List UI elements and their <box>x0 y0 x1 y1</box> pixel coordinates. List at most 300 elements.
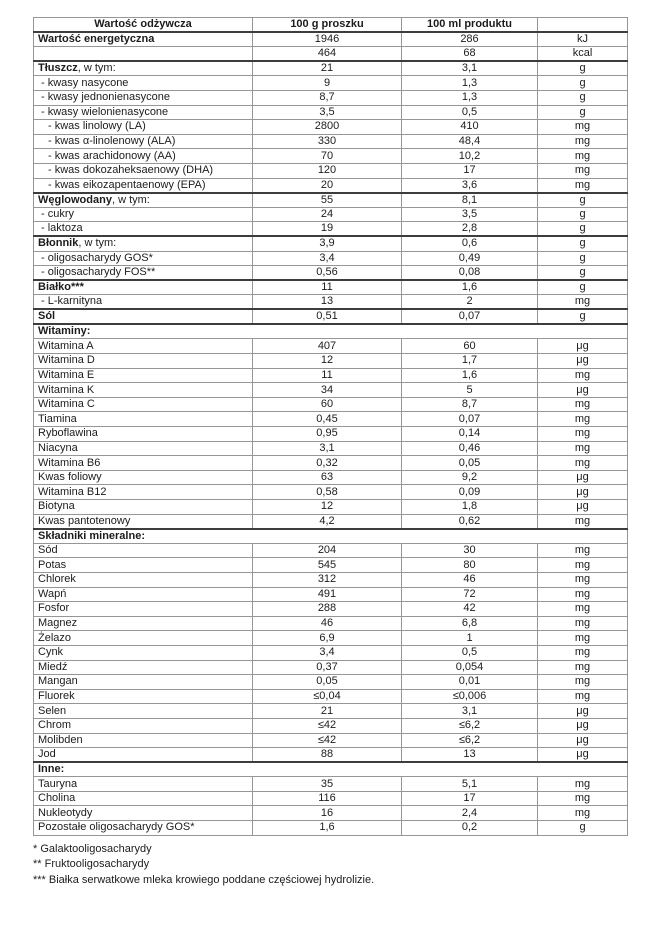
label-text: Miedź <box>38 660 68 673</box>
nutrient-label <box>34 689 253 704</box>
value-100ml: 3,1 <box>402 704 538 719</box>
unit-cell: μg <box>538 383 628 398</box>
unit-cell: μg <box>538 500 628 515</box>
value-100ml: 5,1 <box>402 777 538 792</box>
nutrient-label <box>34 441 253 456</box>
value-100ml: 42 <box>402 602 538 617</box>
table-row <box>34 558 628 573</box>
label-text: , w tym: <box>111 193 150 206</box>
label-bold-text: Błonnik <box>38 237 79 250</box>
label-bold-text: Sól <box>38 310 56 323</box>
label-text: Wapń <box>38 587 67 600</box>
label-bold-text: Wartość energetyczna <box>38 33 155 46</box>
table-row <box>34 412 628 427</box>
table-row <box>34 616 628 631</box>
nutrient-label <box>34 266 253 281</box>
nutrient-label <box>34 645 253 660</box>
table-row <box>34 149 628 164</box>
nutrient-label <box>34 383 253 398</box>
unit-cell: μg <box>538 354 628 369</box>
unit-cell: kcal <box>538 47 628 62</box>
unit-cell: μg <box>538 704 628 719</box>
nutrient-label <box>34 587 253 602</box>
value-100g: 63 <box>253 470 402 485</box>
nutrient-label <box>34 47 253 62</box>
unit-cell: g <box>538 193 628 208</box>
unit-cell: μg <box>538 470 628 485</box>
label-text: Selen <box>38 704 67 717</box>
value-100ml: 10,2 <box>402 149 538 164</box>
value-100ml: 1,6 <box>402 280 538 295</box>
nutrient-label <box>34 762 628 777</box>
unit-cell: mg <box>538 587 628 602</box>
value-100g: 204 <box>253 543 402 558</box>
unit-cell: g <box>538 207 628 222</box>
label-text: Witamina D <box>38 354 95 367</box>
label-text: Tiamina <box>38 412 77 425</box>
value-100ml: 0,14 <box>402 427 538 442</box>
value-100ml: 0,5 <box>402 645 538 660</box>
value-100ml: ≤6,2 <box>402 733 538 748</box>
header-per-100g: 100 g proszku <box>253 18 402 33</box>
table-row <box>34 733 628 748</box>
value-100g: 3,5 <box>253 105 402 120</box>
nutrient-label <box>34 791 253 806</box>
value-100g: 12 <box>253 500 402 515</box>
value-100g: 21 <box>253 61 402 76</box>
unit-cell: g <box>538 236 628 251</box>
value-100g: 21 <box>253 704 402 719</box>
value-100g: 35 <box>253 777 402 792</box>
unit-cell: g <box>538 61 628 76</box>
section-row <box>34 324 628 339</box>
table-row <box>34 266 628 281</box>
unit-cell: g <box>538 280 628 295</box>
value-100g: 19 <box>253 222 402 237</box>
unit-cell: g <box>538 251 628 266</box>
nutrient-label <box>34 149 253 164</box>
label-text: - oligosacharydy FOS** <box>41 266 156 279</box>
value-100ml: 8,1 <box>402 193 538 208</box>
label-text: Pozostałe oligosacharydy GOS* <box>38 821 195 834</box>
unit-cell: mg <box>538 149 628 164</box>
value-100g: ≤0,04 <box>253 689 402 704</box>
table-row <box>34 470 628 485</box>
label-text: Sód <box>38 544 58 557</box>
label-text: Tauryna <box>38 777 78 790</box>
value-100g: 20 <box>253 178 402 193</box>
table-row <box>34 339 628 354</box>
value-100ml: 5 <box>402 383 538 398</box>
label-text: Jod <box>38 748 56 761</box>
table-row <box>34 748 628 763</box>
nutrient-label <box>34 733 253 748</box>
unit-cell: mg <box>538 120 628 135</box>
label-text: Witamina C <box>38 398 95 411</box>
footnote-gos: * Galaktooligosacharydy <box>33 842 152 855</box>
nutrient-label <box>34 704 253 719</box>
nutrient-label <box>34 163 253 178</box>
unit-cell: μg <box>538 718 628 733</box>
value-100g: 11 <box>253 280 402 295</box>
section-row <box>34 529 628 544</box>
nutrient-label <box>34 105 253 120</box>
nutrient-label <box>34 120 253 135</box>
value-100g: 288 <box>253 602 402 617</box>
value-100g: 70 <box>253 149 402 164</box>
table-row <box>34 163 628 178</box>
unit-cell: g <box>538 309 628 324</box>
unit-cell: g <box>538 90 628 105</box>
table-row <box>34 207 628 222</box>
unit-cell: mg <box>538 295 628 310</box>
value-100g: 1,6 <box>253 821 402 836</box>
unit-cell: mg <box>538 397 628 412</box>
value-100ml: 0,46 <box>402 441 538 456</box>
label-text: - kwasy nasycone <box>41 76 129 89</box>
table-row <box>34 295 628 310</box>
table-row <box>34 602 628 617</box>
unit-cell: mg <box>538 368 628 383</box>
value-100g: 0,58 <box>253 485 402 500</box>
label-text: - laktoza <box>41 222 83 235</box>
nutrient-label <box>34 222 253 237</box>
value-100ml: 286 <box>402 32 538 47</box>
nutrient-label <box>34 821 253 836</box>
value-100g: 3,4 <box>253 251 402 266</box>
header-unit <box>538 18 628 33</box>
value-100ml: 0,5 <box>402 105 538 120</box>
value-100ml: 1,8 <box>402 500 538 515</box>
value-100ml: 6,8 <box>402 616 538 631</box>
nutrient-label <box>34 193 253 208</box>
value-100g: 6,9 <box>253 631 402 646</box>
value-100g: 0,95 <box>253 427 402 442</box>
nutrient-label <box>34 572 253 587</box>
value-100ml: ≤6,2 <box>402 718 538 733</box>
unit-cell: mg <box>538 645 628 660</box>
label-text: - oligosacharydy GOS* <box>41 251 153 264</box>
label-text: Ryboflawina <box>38 427 98 440</box>
value-100g: 545 <box>253 558 402 573</box>
nutrition-table-body <box>34 32 628 835</box>
header-row <box>34 18 628 33</box>
nutrient-label <box>34 748 253 763</box>
table-row <box>34 309 628 324</box>
label-text: Chlorek <box>38 573 76 586</box>
unit-cell: g <box>538 821 628 836</box>
nutrient-label <box>34 631 253 646</box>
table-row <box>34 134 628 149</box>
value-100ml: 0,62 <box>402 514 538 529</box>
label-text: Biotyna <box>38 500 75 513</box>
table-row <box>34 427 628 442</box>
value-100ml: 3,6 <box>402 178 538 193</box>
table-row <box>34 47 628 62</box>
value-100ml: 0,054 <box>402 660 538 675</box>
value-100ml: 3,5 <box>402 207 538 222</box>
unit-cell: g <box>538 266 628 281</box>
value-100g: 11 <box>253 368 402 383</box>
value-100ml: 13 <box>402 748 538 763</box>
table-row <box>34 791 628 806</box>
section-row <box>34 762 628 777</box>
nutrient-label <box>34 543 253 558</box>
label-text: Molibden <box>38 733 83 746</box>
nutrient-label <box>34 485 253 500</box>
table-row <box>34 543 628 558</box>
value-100g: 491 <box>253 587 402 602</box>
unit-cell: g <box>538 105 628 120</box>
label-text: - kwas eikozapentaenowy (EPA) <box>48 178 206 191</box>
unit-cell: mg <box>538 163 628 178</box>
footnotes <box>33 842 627 889</box>
value-100ml: 2 <box>402 295 538 310</box>
unit-cell: mg <box>538 675 628 690</box>
nutrition-sheet <box>33 17 627 888</box>
label-text: - kwasy jednonienasycone <box>41 91 171 104</box>
value-100g: 16 <box>253 806 402 821</box>
value-100g: 3,4 <box>253 645 402 660</box>
nutrient-label <box>34 90 253 105</box>
label-text: Witamina E <box>38 368 95 381</box>
nutrient-label <box>34 354 253 369</box>
value-100g: 13 <box>253 295 402 310</box>
label-text: Kwas pantotenowy <box>38 514 131 527</box>
unit-cell: mg <box>538 456 628 471</box>
label-text: Cholina <box>38 792 76 805</box>
table-row <box>34 90 628 105</box>
table-row <box>34 32 628 47</box>
table-row <box>34 280 628 295</box>
table-row <box>34 76 628 91</box>
unit-cell: mg <box>538 412 628 427</box>
table-row <box>34 718 628 733</box>
value-100ml: 1,7 <box>402 354 538 369</box>
unit-cell: mg <box>538 806 628 821</box>
table-row <box>34 354 628 369</box>
value-100g: 312 <box>253 572 402 587</box>
unit-cell: μg <box>538 748 628 763</box>
nutrient-label <box>34 339 253 354</box>
unit-cell: mg <box>538 558 628 573</box>
table-row <box>34 397 628 412</box>
unit-cell: mg <box>538 689 628 704</box>
footnote-protein: *** Białka serwatkowe mleka krowiego poddane częściowej hydrolizie. <box>33 873 375 886</box>
label-text: - kwas α-linolenowy (ALA) <box>48 135 176 148</box>
nutrient-label <box>34 777 253 792</box>
unit-cell: mg <box>538 514 628 529</box>
unit-cell: g <box>538 76 628 91</box>
label-text: Żelazo <box>38 631 72 644</box>
value-100ml: 46 <box>402 572 538 587</box>
value-100g: 0,45 <box>253 412 402 427</box>
nutrient-label <box>34 412 253 427</box>
value-100ml: 3,1 <box>402 61 538 76</box>
value-100ml: 1,3 <box>402 76 538 91</box>
table-row <box>34 383 628 398</box>
nutrient-label <box>34 61 253 76</box>
label-bold-text: Inne: <box>38 763 65 776</box>
nutrient-label <box>34 134 253 149</box>
unit-cell: μg <box>538 339 628 354</box>
value-100g: 120 <box>253 163 402 178</box>
value-100ml: 410 <box>402 120 538 135</box>
value-100ml: 0,08 <box>402 266 538 281</box>
table-row <box>34 631 628 646</box>
header-per-100ml: 100 ml produktu <box>402 18 538 33</box>
nutrient-label <box>34 718 253 733</box>
label-text: - kwas arachidonowy (AA) <box>48 149 176 162</box>
value-100g: 3,9 <box>253 236 402 251</box>
table-row <box>34 806 628 821</box>
value-100g: 0,51 <box>253 309 402 324</box>
nutrient-label <box>34 427 253 442</box>
label-text: Kwas foliowy <box>38 471 102 484</box>
value-100g: 24 <box>253 207 402 222</box>
value-100ml: 2,4 <box>402 806 538 821</box>
label-text: , w tym: <box>78 237 117 250</box>
unit-cell: mg <box>538 572 628 587</box>
nutrient-label <box>34 456 253 471</box>
label-text: Witamina A <box>38 339 94 352</box>
value-100g: 0,32 <box>253 456 402 471</box>
unit-cell: g <box>538 222 628 237</box>
table-row <box>34 821 628 836</box>
table-row <box>34 572 628 587</box>
unit-cell: μg <box>538 485 628 500</box>
value-100ml: 72 <box>402 587 538 602</box>
label-text: Niacyna <box>38 441 78 454</box>
table-row <box>34 368 628 383</box>
value-100ml: 2,8 <box>402 222 538 237</box>
label-text: Potas <box>38 558 67 571</box>
table-row <box>34 441 628 456</box>
nutrient-label <box>34 470 253 485</box>
value-100ml: 0,01 <box>402 675 538 690</box>
unit-cell: mg <box>538 660 628 675</box>
table-row <box>34 645 628 660</box>
value-100ml: 0,09 <box>402 485 538 500</box>
table-row <box>34 178 628 193</box>
value-100ml: 1,6 <box>402 368 538 383</box>
label-bold-text: Składniki mineralne: <box>38 529 145 542</box>
label-text: - L-karnityna <box>41 295 103 308</box>
table-row <box>34 120 628 135</box>
value-100ml: 0,49 <box>402 251 538 266</box>
table-row <box>34 222 628 237</box>
table-row <box>34 236 628 251</box>
label-text: Fosfor <box>38 602 70 615</box>
nutrient-label <box>34 295 253 310</box>
value-100g: 0,05 <box>253 675 402 690</box>
table-row <box>34 500 628 515</box>
unit-cell: mg <box>538 134 628 149</box>
nutrient-label <box>34 236 253 251</box>
nutrient-label <box>34 602 253 617</box>
table-row <box>34 251 628 266</box>
table-row <box>34 485 628 500</box>
label-bold-text: Witaminy: <box>38 325 91 338</box>
header-nutrient: Wartość odżywcza <box>34 18 253 33</box>
table-row <box>34 587 628 602</box>
value-100g: 0,37 <box>253 660 402 675</box>
table-row <box>34 193 628 208</box>
table-row <box>34 777 628 792</box>
value-100ml: 9,2 <box>402 470 538 485</box>
unit-cell: mg <box>538 441 628 456</box>
unit-cell: mg <box>538 178 628 193</box>
nutrient-label <box>34 514 253 529</box>
value-100g: 3,1 <box>253 441 402 456</box>
label-text: Nukleotydy <box>38 806 93 819</box>
label-text: Witamina B12 <box>38 485 107 498</box>
value-100ml: 17 <box>402 791 538 806</box>
nutrient-label <box>34 32 253 47</box>
value-100g: 34 <box>253 383 402 398</box>
nutrient-label <box>34 280 253 295</box>
table-row <box>34 704 628 719</box>
table-header <box>34 18 628 33</box>
nutrient-label <box>34 368 253 383</box>
nutrient-label <box>34 251 253 266</box>
table-row <box>34 61 628 76</box>
value-100ml: 30 <box>402 543 538 558</box>
unit-cell: mg <box>538 602 628 617</box>
label-text: - cukry <box>41 208 74 221</box>
label-bold-text: Tłuszcz <box>38 62 78 75</box>
nutrient-label <box>34 309 253 324</box>
nutrient-label <box>34 616 253 631</box>
unit-cell: mg <box>538 543 628 558</box>
nutrient-label <box>34 558 253 573</box>
value-100g: 116 <box>253 791 402 806</box>
value-100ml: 1 <box>402 631 538 646</box>
nutrient-label <box>34 500 253 515</box>
value-100ml: 0,6 <box>402 236 538 251</box>
table-row <box>34 675 628 690</box>
value-100g: 464 <box>253 47 402 62</box>
value-100g: 0,56 <box>253 266 402 281</box>
nutrient-label <box>34 76 253 91</box>
table-row <box>34 660 628 675</box>
value-100ml: 0,05 <box>402 456 538 471</box>
value-100ml: 0,2 <box>402 821 538 836</box>
value-100g: 60 <box>253 397 402 412</box>
label-text: Chrom <box>38 719 72 732</box>
nutrient-label <box>34 806 253 821</box>
nutrient-label <box>34 660 253 675</box>
unit-cell: mg <box>538 427 628 442</box>
value-100g: 2800 <box>253 120 402 135</box>
unit-cell: kJ <box>538 32 628 47</box>
label-text: Magnez <box>38 617 78 630</box>
value-100g: 55 <box>253 193 402 208</box>
label-text: Witamina B6 <box>38 456 101 469</box>
value-100ml: 60 <box>402 339 538 354</box>
table-row <box>34 105 628 120</box>
value-100g: ≤42 <box>253 733 402 748</box>
label-text: , w tym: <box>77 62 116 75</box>
value-100ml: 1,3 <box>402 90 538 105</box>
value-100ml: ≤0,006 <box>402 689 538 704</box>
unit-cell: mg <box>538 791 628 806</box>
table-row <box>34 456 628 471</box>
label-bold-text: Węglowodany <box>38 193 112 206</box>
value-100ml: 80 <box>402 558 538 573</box>
value-100g: 9 <box>253 76 402 91</box>
footnote-fos: ** Fruktooligosacharydy <box>33 858 150 871</box>
